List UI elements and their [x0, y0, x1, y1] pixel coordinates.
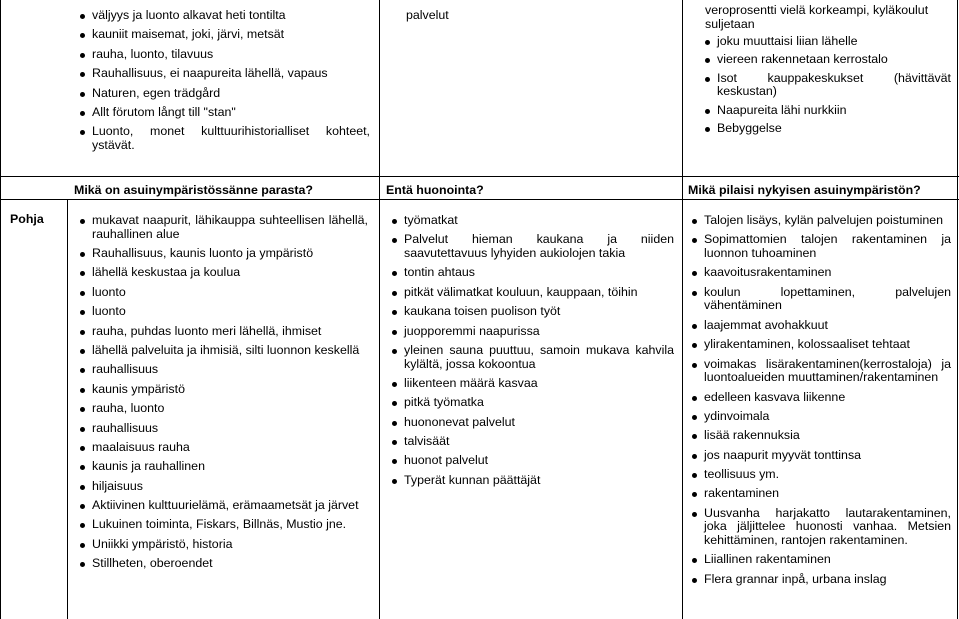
list-item: väljyys ja luonto alkavat heti tontilta	[80, 9, 370, 23]
main-col3	[692, 214, 951, 592]
main-col2-list	[392, 214, 674, 487]
list-item: ylirakentaminen, kolossaaliset tehtaat	[692, 338, 951, 352]
list-item: kauniit maisemat, joki, järvi, metsät	[80, 28, 370, 42]
list-item: juopporemmi naapurissa	[392, 325, 674, 339]
list-item: Naturen, egen trädgård	[80, 87, 370, 101]
list-item: huonot palvelut	[392, 454, 674, 468]
list-item: rakentaminen	[692, 487, 951, 501]
list-item: Luonto, monet kulttuurihistorialliset kohteet, ystävät.	[80, 125, 370, 152]
list-item: Liiallinen rakentaminen	[692, 553, 951, 567]
top-col2	[406, 9, 666, 23]
list-item: Typerät kunnan päättäjät	[392, 474, 674, 488]
row-label: Pohja	[10, 212, 44, 226]
top-col3	[705, 4, 951, 140]
grid-line-1	[67, 200, 68, 619]
list-item: lisää rakennuksia	[692, 429, 951, 443]
header-col2: Entä huonointa?	[386, 183, 484, 197]
list-item: Uusvanha harjakatto lautarakentaminen, joka jäljittelee huonosti vanhaa. Metsien kehittäminen, rantojen rakentaminen.	[692, 507, 951, 548]
list-item: Palvelut hieman kaukana ja niiden saavutettavuus lyhyiden aukiolojen takia	[392, 233, 674, 260]
top-col1-list	[80, 9, 370, 153]
grid-line-right	[957, 0, 958, 619]
list-item: kaunis ja rauhallinen	[80, 460, 368, 474]
list-item: yleinen sauna puuttuu, samoin mukava kahvila kylältä, jossa kokoontua	[392, 344, 674, 371]
grid-line-top-row-bottom	[0, 176, 959, 177]
list-item: Bebyggelse	[705, 122, 951, 136]
list-item: rauha, luonto	[80, 402, 368, 416]
list-item: kaunis ympäristö	[80, 383, 368, 397]
main-col2	[392, 214, 674, 493]
list-item: voimakas lisärakentaminen(kerrostaloja) ja luontoalueiden muuttaminen/rakentaminen	[692, 358, 951, 385]
list-item: ydinvoimala	[692, 410, 951, 424]
grid-line-header-bottom	[0, 199, 959, 200]
list-item: pitkä työmatka	[392, 396, 674, 410]
list-item: talvisäät	[392, 435, 674, 449]
list-item: Lukuinen toiminta, Fiskars, Billnäs, Mustio jne.	[80, 518, 368, 532]
list-item: Flera grannar inpå, urbana inslag	[692, 573, 951, 587]
list-item: rauha, luonto, tilavuus	[80, 48, 370, 62]
grid-line-2	[379, 0, 380, 619]
main-col3-list	[692, 214, 951, 586]
list-item: Rauhallisuus, ei naapureita lähellä, vapaus	[80, 67, 370, 81]
list-item: koulun lopettaminen, palvelujen vähentäminen	[692, 286, 951, 313]
list-item: rauhallisuus	[80, 422, 368, 436]
list-item: mukavat naapurit, lähikauppa suhteellisen lähellä, rauhallinen alue	[80, 214, 368, 241]
list-item: edelleen kasvava liikenne	[692, 391, 951, 405]
list-item: joku muuttaisi liian lähelle	[705, 35, 951, 49]
list-item: rauhallisuus	[80, 363, 368, 377]
list-item: Rauhallisuus, kaunis luonto ja ympäristö	[80, 247, 368, 261]
main-col1-list	[80, 214, 368, 571]
list-item: lähellä keskustaa ja koulua	[80, 266, 368, 280]
list-item: maalaisuus rauha	[80, 441, 368, 455]
list-item: Uniikki ympäristö, historia	[80, 538, 368, 552]
list-item: pitkät välimatkat kouluun, kauppaan, töihin	[392, 286, 674, 300]
list-item: Allt förutom långt till "stan"	[80, 106, 370, 120]
list-item: työmatkat	[392, 214, 674, 228]
list-item: kaavoitusrakentaminen	[692, 266, 951, 280]
list-item: luonto	[80, 305, 368, 319]
list-item: Naapureita lähi nurkkiin	[705, 104, 951, 118]
top-col1	[80, 9, 370, 158]
list-item: laajemmat avohakkuut	[692, 319, 951, 333]
list-item: lähellä palveluita ja ihmisiä, silti luonnon keskellä	[80, 344, 368, 358]
top-col3-first: veroprosentti vielä korkeampi, kyläkoulut suljetaan	[705, 3, 929, 31]
list-item: Talojen lisäys, kylän palvelujen poistuminen	[692, 214, 951, 228]
list-item: luonto	[80, 286, 368, 300]
grid-line-3	[682, 0, 683, 619]
list-item: Sopimattomien talojen rakentaminen ja luonnon tuhoaminen	[692, 233, 951, 260]
list-item: viereen rakennetaan kerrostalo	[705, 53, 951, 67]
main-col1	[80, 214, 368, 577]
list-item: liikenteen määrä kasvaa	[392, 377, 674, 391]
list-item: huononevat palvelut	[392, 416, 674, 430]
list-item: Stillheten, oberoendet	[80, 557, 368, 571]
list-item: tontin ahtaus	[392, 266, 674, 280]
list-item: kaukana toisen puolison työt	[392, 305, 674, 319]
header-col3: Mikä pilaisi nykyisen asuinympäristön?	[688, 183, 921, 197]
top-col3-list	[705, 35, 951, 135]
list-item: hiljaisuus	[80, 480, 368, 494]
list-item: teollisuus ym.	[692, 468, 951, 482]
top-col2-text: palvelut	[406, 8, 449, 22]
list-item: rauha, puhdas luonto meri lähellä, ihmiset	[80, 325, 368, 339]
list-item: Aktiivinen kulttuurielämä, erämaametsät ja järvet	[80, 499, 368, 513]
list-item: jos naapurit myyvät tonttinsa	[692, 449, 951, 463]
header-col1: Mikä on asuinympäristössänne parasta?	[74, 183, 313, 197]
list-item: Isot kauppakeskukset (hävittävät keskustan)	[705, 72, 951, 99]
grid-line-left	[0, 0, 1, 619]
